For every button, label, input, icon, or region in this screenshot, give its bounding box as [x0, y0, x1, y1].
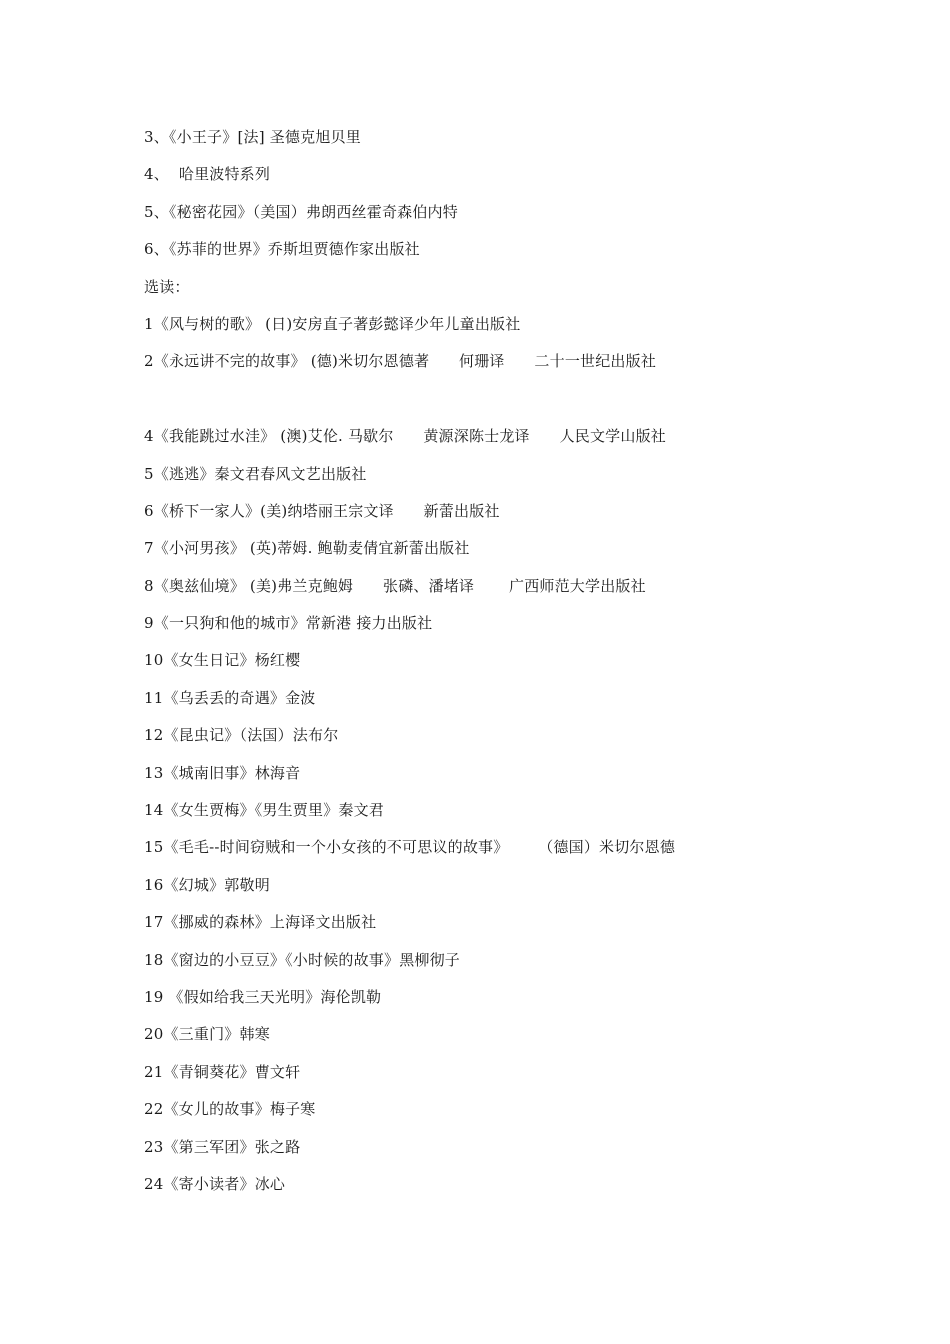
optional-item: 19 《假如给我三天光明》海伦凯勒 [144, 987, 382, 1006]
optional-item: 17《挪威的森林》上海译文出版社 [144, 913, 377, 932]
optional-item: 23《第三军团》张之路 [144, 1137, 301, 1156]
optional-item: 7《小河男孩》 (英)蒂姆. 鲍勒麦倩宜新蕾出版社 [144, 539, 470, 558]
optional-item: 20《三重门》韩寒 [144, 1025, 270, 1044]
optional-heading: 选读： [144, 277, 190, 296]
optional-item: 13《城南旧事》林海音 [144, 763, 301, 782]
optional-item: 22《女儿的故事》梅子寒 [144, 1100, 316, 1119]
document-body [144, 125, 844, 1209]
blank-line [144, 387, 844, 424]
optional-item: 8《奥兹仙境》 (美)弗兰克鲍姆 张磷、潘堵译 广西师范大学出版社 [144, 576, 646, 595]
required-item: 3、《小王子》[法] 圣德克旭贝里 [144, 128, 361, 146]
optional-item: 5《逃逃》秦文君春风文艺出版社 [144, 464, 367, 483]
optional-item: 10《女生日记》杨红樱 [144, 651, 301, 670]
optional-item: 2《永远讲不完的故事》 (德)米切尔恩德著 何珊译 二十一世纪出版社 [144, 352, 657, 371]
optional-item: 14《女生贾梅》《男生贾里》秦文君 [144, 801, 384, 820]
optional-item: 16《幻城》郭敬明 [144, 875, 270, 894]
optional-item: 12《昆虫记》（法国）法布尔 [144, 726, 339, 745]
optional-item: 11《乌丢丢的奇遇》金波 [144, 688, 316, 707]
required-item: 5、《秘密花园》（美国）弗朗西丝霍奇森伯内特 [144, 202, 458, 221]
optional-item: 18《窗边的小豆豆》《小时候的故事》黑柳彻子 [144, 950, 460, 969]
optional-item: 6《桥下一家人》(美)纳塔丽王宗文译 新蕾出版社 [144, 501, 500, 520]
required-item: 6、《苏菲的世界》乔斯坦贾德作家出版社 [144, 240, 420, 259]
optional-item: 4《我能跳过水洼》 (澳)艾伦. 马歇尔 黄源深陈士龙译 人民文学山版社 [144, 427, 666, 446]
optional-item: 24《寄小读者》冰心 [144, 1174, 286, 1193]
optional-item: 1《风与树的歌》 (日)安房直子著彭懿译少年儿童出版社 [144, 314, 521, 333]
optional-item: 9《一只狗和他的城市》常新港 接力出版社 [144, 614, 433, 633]
optional-item: 15《毛毛--时间窃贼和一个小女孩的不可思议的故事》 （德国）米切尔恩德 [144, 838, 676, 857]
optional-item: 21《青铜葵花》曹文轩 [144, 1062, 301, 1081]
required-item: 4、 哈里波特系列 [144, 165, 271, 184]
